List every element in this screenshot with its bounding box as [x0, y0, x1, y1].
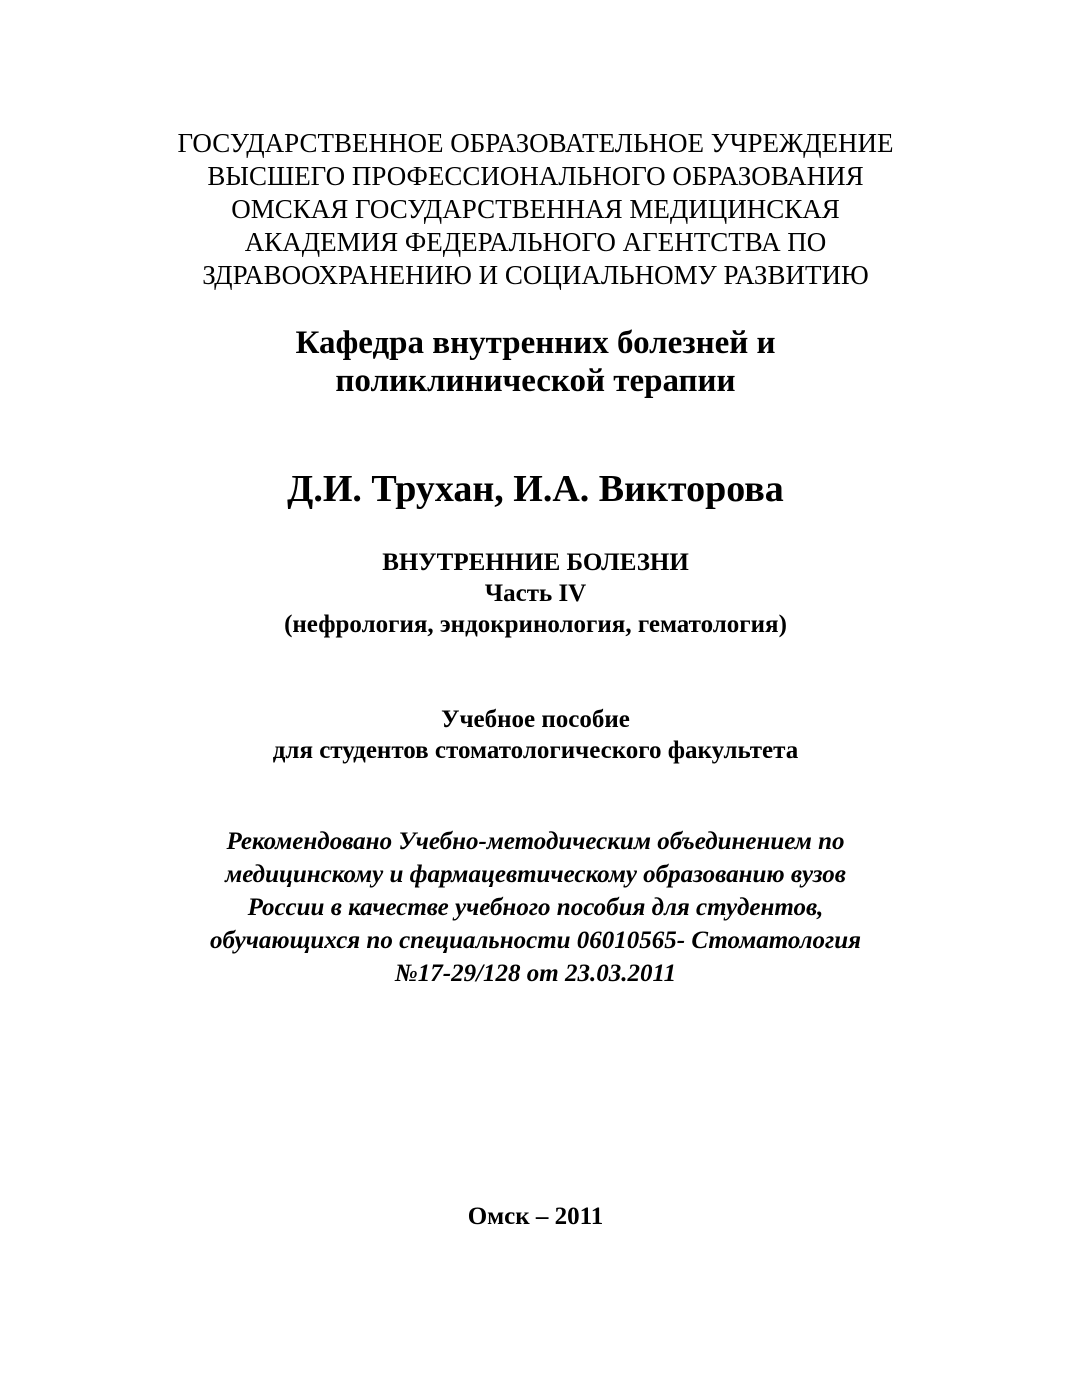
recommendation-line-4: обучающихся по специальности 06010565- Стоматология [209, 927, 862, 954]
department-line-2: поликлинической терапии [335, 363, 736, 399]
institution-line-3: ОМСКАЯ ГОСУДАРСТВЕННАЯ МЕДИЦИНСКАЯ [231, 194, 840, 224]
institution-header [0, 127, 1071, 292]
document-type [0, 704, 1071, 766]
city-year: Омск – 2011 [467, 1203, 604, 1230]
recommendation [0, 825, 1071, 990]
institution-line-5: ЗДРАВООХРАНЕНИЮ И СОЦИАЛЬНОМУ РАЗВИТИЮ [202, 260, 869, 290]
authors-names: Д.И. Трухан, И.А. Викторова [287, 468, 784, 510]
doc-type-audience: для студентов стоматологического факультета [272, 737, 799, 764]
institution-line-2: ВЫСШЕГО ПРОФЕССИОНАЛЬНОГО ОБРАЗОВАНИЯ [207, 161, 864, 191]
department-title [0, 324, 1071, 400]
subject-part: Часть IV [484, 580, 587, 607]
institution-line-1: ГОСУДАРСТВЕННОЕ ОБРАЗОВАТЕЛЬНОЕ УЧРЕЖДЕНИЕ [177, 128, 894, 158]
department-line-1: Кафедра внутренних болезней и [295, 325, 776, 361]
recommendation-line-5: №17-29/128 от 23.03.2011 [394, 960, 677, 987]
subject-topics: (нефрология, эндокринология, гематология) [284, 611, 787, 638]
institution-line-4: АКАДЕМИЯ ФЕДЕРАЛЬНОГО АГЕНТСТВА ПО [244, 227, 827, 257]
book-subject [0, 547, 1071, 640]
recommendation-line-1: Рекомендовано Учебно-методическим объединением по [226, 828, 845, 855]
recommendation-line-2: медицинскому и фармацевтическому образованию вузов [225, 861, 846, 888]
recommendation-line-3: России в качестве учебного пособия для студентов, [247, 894, 824, 921]
authors [0, 467, 1071, 511]
imprint [0, 1201, 1071, 1232]
doc-type-title: Учебное пособие [441, 706, 630, 733]
subject-title: ВНУТРЕННИЕ БОЛЕЗНИ [382, 549, 689, 576]
